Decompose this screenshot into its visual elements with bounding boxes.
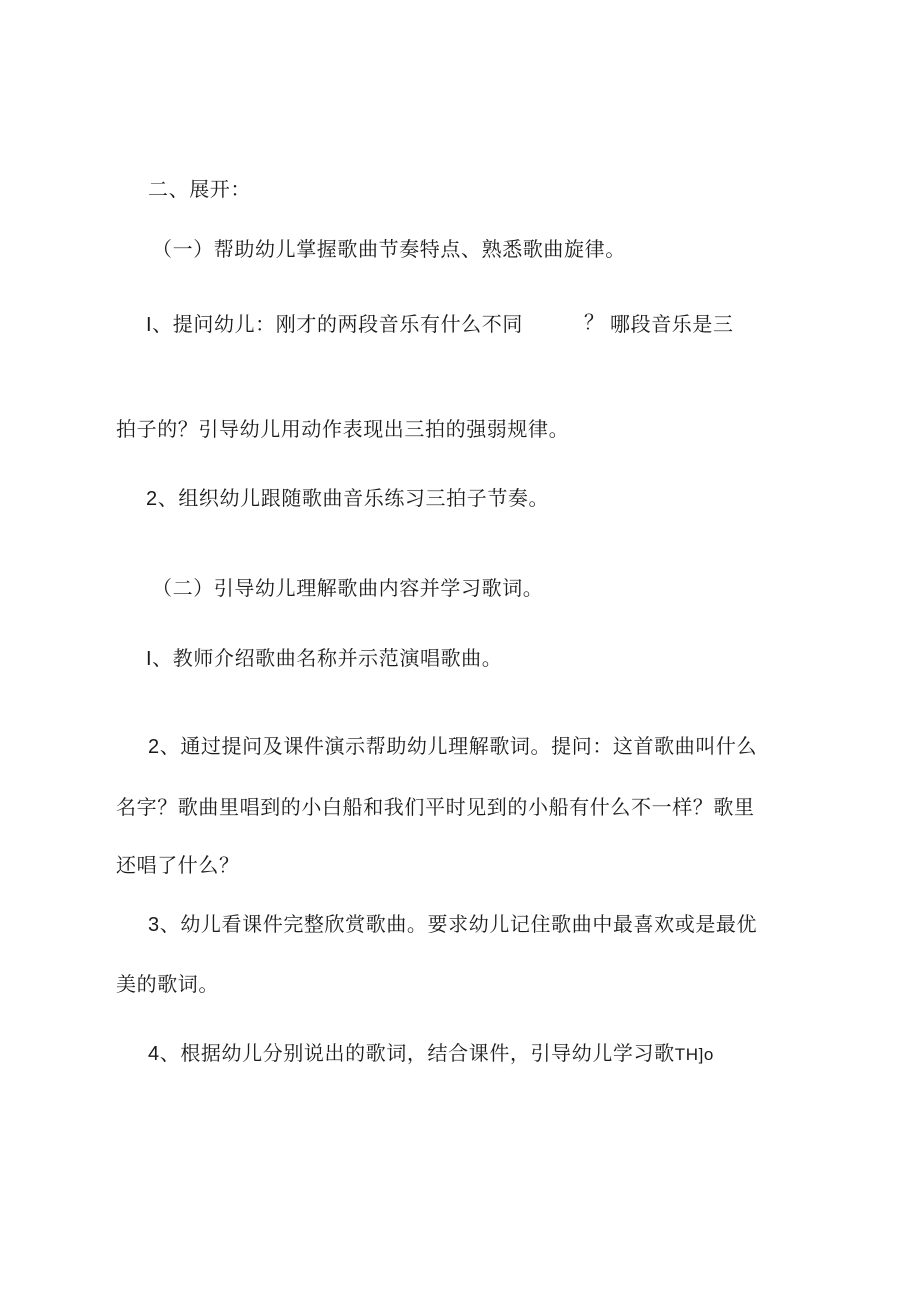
section-heading xyxy=(148,177,251,201)
section-two-item-3-line-2: 美的歌词。 xyxy=(116,972,219,996)
item-number: I xyxy=(146,648,153,670)
section-two-title-text: （二）引导幼儿理解歌曲内容并学习歌词。 xyxy=(152,576,544,600)
heading-text: 二、展开： xyxy=(148,177,251,201)
item-text: 、提问幼儿：刚才的两段音乐有什么不同 xyxy=(152,312,523,336)
section-one-item-2 xyxy=(146,486,549,511)
item-number: 4 xyxy=(148,1043,160,1065)
section-one-title xyxy=(152,237,626,261)
section-two-item-1 xyxy=(146,646,502,671)
item-number: 2 xyxy=(148,736,160,758)
section-one-item-1 xyxy=(146,312,523,337)
section-two-item-3-line-1 xyxy=(148,912,757,937)
item-text: 、根据幼儿分别说出的歌词，结合课件，引导幼儿学习歌 xyxy=(159,1041,675,1065)
section-two-item-4 xyxy=(148,1041,714,1067)
item-text: 、教师介绍歌曲名称并示范演唱歌曲。 xyxy=(152,646,503,670)
question-mark: ？ xyxy=(584,310,605,334)
section-two-item-2-line-1 xyxy=(148,734,757,759)
section-one-item-1-tail: 哪段音乐是三 xyxy=(610,312,734,336)
section-two-item-2-line-3: 还唱了什么？ xyxy=(116,853,240,877)
item-text: 、通过提问及课件演示帮助幼儿理解歌词。提问：这首歌曲叫什么 xyxy=(159,734,758,758)
section-one-item-1-continuation: 拍子的？引导幼儿用动作表现出三拍的强弱规律。 xyxy=(116,417,570,441)
item-number: 3 xyxy=(148,914,160,936)
item-tail-text: TH]o xyxy=(674,1045,714,1064)
item-text: 、幼儿看课件完整欣赏歌曲。要求幼儿记住歌曲中最喜欢或是最优 xyxy=(159,912,758,936)
item-number: I xyxy=(146,314,153,336)
section-one-title-text: （一）帮助幼儿掌握歌曲节奏特点、熟悉歌曲旋律。 xyxy=(152,237,626,261)
item-text: 、组织幼儿跟随歌曲音乐练习三拍子节奏。 xyxy=(157,486,550,510)
section-two-title xyxy=(152,576,543,600)
item-number: 2 xyxy=(146,488,158,510)
section-two-item-2-line-2: 名字？歌曲里唱到的小白船和我们平时见到的小船有什么不一样？歌里 xyxy=(116,795,755,819)
